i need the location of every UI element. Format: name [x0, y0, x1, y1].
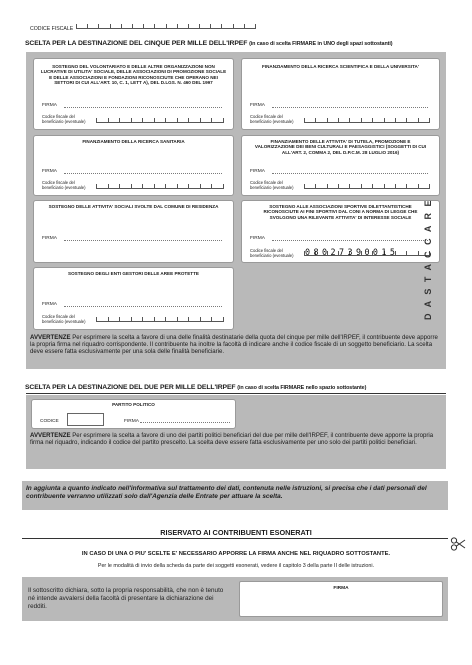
codice-fiscale-field[interactable] — [76, 20, 256, 29]
firma-line[interactable] — [272, 105, 428, 108]
firma-label: FIRMA — [42, 103, 57, 108]
box-title: SOSTEGNO DEGLI ENTI GESTORI DELLE AREE PROTETTE — [68, 271, 199, 276]
codice-fiscale-label: CODICE FISCALE — [30, 26, 74, 32]
firma-line[interactable] — [272, 238, 428, 241]
firma-label: FIRMA — [250, 236, 265, 241]
cinque-box-ricerca-scientifica — [241, 58, 440, 130]
cinque-heading: SCELTA PER LA DESTINAZIONE DEL CINQUE PER MILLE DELL'IRPEF (in caso di scelta FIRMARE in UNO degli spazi sottostanti) — [25, 40, 393, 47]
esonerati-line1: IN CASO DI UNA O PIU' SCELTE E' NECESSARIO APPORRE LA FIRMA ANCHE NEL RIQUADRO SOTTOSTANTE. — [81, 551, 391, 557]
cinque-avvertenze: AVVERTENZE Per esprimere la scelta a favore di una delle finalità destinatarie della quota del cinque per mille dell'IRPEF, il contribuente deve apporre la propria firma nel riquadro corrispondente. Il contribuente ha inoltre la facoltà di indicare anche il codice fiscale di un soggetto beneficiario. La scelta deve essere fatta esclusivamente per una sola delle finalità beneficiarie. — [30, 334, 438, 356]
due-avvertenze: AVVERTENZE Per esprimere la scelta a favore di uno dei partiti politici beneficiari del due per mille dell'IRPEF, il contribuente deve apporre la propria firma nel riquadro, indicando il codice del partito prescelto. La scelta deve essere fatta esclusivamente per uno solo dei partiti politici beneficiari. — [30, 432, 434, 447]
box-title: FINANZIAMENTO DELLE ATTIVITA' DI TUTELA, PROMOZIONE E VALORIZZAZIONE DEI BENI CULTURALI E PAESAGGISTICI (SOGGETTI DI CUI ALL'ART. 2, COMMA 2, DEL D.P.C.M. 28 LUGLIO 2016) — [254, 139, 427, 155]
cinque-box-comune — [33, 200, 234, 263]
privacy-band — [22, 481, 448, 510]
cf-field[interactable] — [96, 180, 224, 189]
cf-field[interactable] — [96, 114, 224, 123]
cf-value: 08027390015 — [305, 247, 399, 257]
box-title: FINANZIAMENTO DELLA RICERCA SCIENTIFICA E DELLA UNIVERSITA' — [262, 64, 419, 69]
esonerati-line2: Per le modalità di invio della scheda da parte dei soggetti esonerati, vedere il capitolo 3 della parte II delle istruzioni. — [97, 563, 375, 569]
cinque-box-associazioni-sportive — [241, 200, 440, 263]
box-title: SOSTEGNO DELLE ATTIVITA' SOCIALI SVOLTE DAL COMUNE DI RESIDENZA — [48, 204, 219, 209]
cf-label: Codice fiscale del beneficiario (eventuale) — [42, 114, 86, 124]
cf-label: Codice fiscale del beneficiario (eventuale) — [250, 114, 294, 124]
privacy-text: In aggiunta a quanto indicato nell'informativa sul trattamento dei dati, contenuta nelle istruzioni, si precisa che i dati personali del contribuente verranno utilizzati solo dall'Agenzia delle Entrate per attuare la scelta. — [26, 485, 427, 500]
esonerati-firma-box[interactable] — [239, 581, 443, 617]
cf-field[interactable] — [304, 180, 430, 189]
due-heading: SCELTA PER LA DESTINAZIONE DEL DUE PER MILLE DELL'IRPEF (in caso di scelta FIRMARE nello spazio sottostante) — [25, 384, 367, 391]
box-title: FINANZIAMENTO DELLA RICERCA SANITARIA — [82, 139, 185, 144]
firma-line[interactable] — [64, 171, 222, 174]
cinque-box-volontariato — [33, 58, 234, 130]
da-staccare-label: D A S T A C C A R E — [423, 198, 433, 320]
firma-label: FIRMA — [42, 236, 57, 241]
box-title: SOSTEGNO DEL VOLONTARIATO E DELLE ALTRE ORGANIZZAZIONI NON LUCRATIVE DI UTILITA' SOCIALE, DELLE ASSOCIAZIONI DI PROMOZIONE SOCIALE E DELLE ASSOCIAZIONI E FONDAZIONI RICONOSCIUTE CHE OPERANO NEI SETTORI DI CUI ALL'ART. 10, C. 1, LETT A), DEL D.LGS. N. 460 DEL 1997 — [40, 64, 227, 86]
firma-label: FIRMA — [250, 169, 265, 174]
box-title: SOSTEGNO ALLE ASSOCIAZIONI SPORTIVE DILETTANTISTICHE RICONOSCIUTE AI FINI SPORTIVI DAL CONI A NORMA DI LEGGE CHE SVOLGONO UNA RILEVANTE ATTIVITA' DI INTERESSE SOCIALE — [263, 204, 418, 220]
cinque-box-beni-culturali — [241, 135, 440, 196]
firma-label: FIRMA — [250, 103, 265, 108]
partito-title: PARTITO POLITICO — [112, 402, 155, 407]
scissors-icon — [450, 537, 466, 551]
firma-line[interactable] — [64, 304, 222, 307]
firma-label: FIRMA — [42, 302, 57, 307]
codice-label: CODICE — [40, 419, 59, 424]
firma-label: FIRMA — [124, 419, 139, 424]
esonerati-declaration: Il sottoscritto dichiara, sotto la propria responsabilità, che non è tenuto né intende avvalersi della facoltà di presentare la dichiarazione dei redditi. — [28, 587, 224, 610]
cf-label: Codice fiscale del beneficiario (eventuale) — [42, 314, 86, 324]
codice-partito-input[interactable] — [67, 413, 104, 426]
cf-label: Codice fiscale del beneficiario (eventuale) — [250, 180, 294, 190]
firma-line[interactable] — [64, 105, 222, 108]
cinque-box-aree-protette — [33, 267, 234, 330]
firma-line[interactable] — [140, 420, 230, 423]
cf-field[interactable] — [96, 313, 224, 322]
firma-line[interactable] — [272, 171, 428, 174]
due-heading-rule — [26, 393, 446, 394]
cf-label: Codice fiscale del beneficiario (eventuale) — [250, 248, 294, 258]
firma-label: FIRMA — [42, 169, 57, 174]
firma-label: FIRMA — [333, 586, 349, 591]
esonerati-heading: RISERVATO AI CONTRIBUENTI ESONERATI — [160, 528, 312, 537]
cf-field[interactable] — [304, 114, 430, 123]
firma-line[interactable] — [64, 238, 222, 241]
cf-label: Codice fiscale del beneficiario (eventuale) — [42, 180, 86, 190]
cinque-box-ricerca-sanitaria — [33, 135, 234, 196]
esonerati-rule — [22, 538, 448, 539]
partito-politico-box — [31, 399, 236, 429]
